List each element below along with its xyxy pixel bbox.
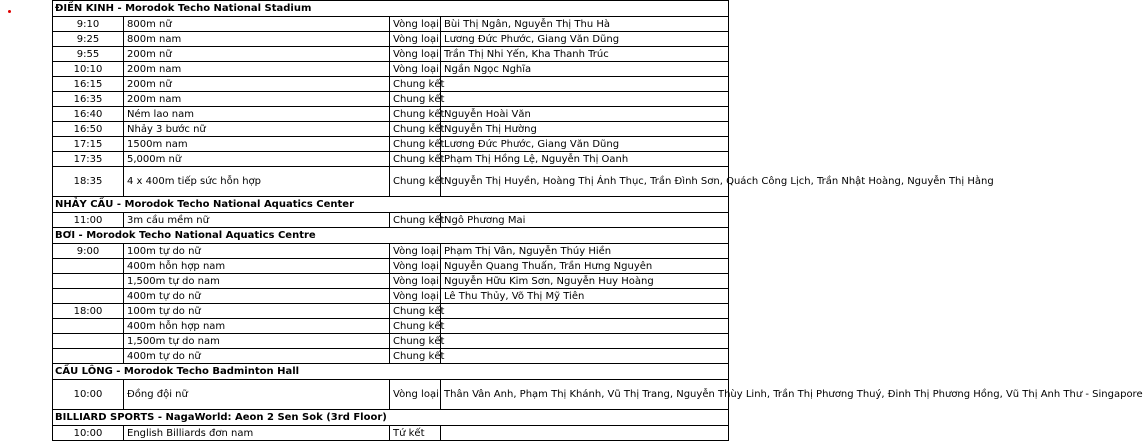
event-cell: 800m nam xyxy=(124,32,390,47)
schedule-table xyxy=(52,0,1143,441)
athletes-cell: Trần Thị Nhi Yến, Kha Thanh Trúc xyxy=(441,47,729,62)
round-cell: Chung kết xyxy=(390,122,441,137)
athletes-cell xyxy=(441,319,729,334)
event-cell: 4 x 400m tiếp sức hỗn hợp xyxy=(124,167,390,197)
table-row xyxy=(53,319,729,334)
round-cell: Vòng loại xyxy=(390,32,441,47)
round-cell: Chung kết xyxy=(390,349,441,364)
round-cell: Vòng loại xyxy=(390,380,441,410)
round-cell: Chung kết xyxy=(390,319,441,334)
time-cell xyxy=(53,259,124,274)
bullet-marker xyxy=(8,10,11,13)
time-cell: 11:00 xyxy=(53,213,124,228)
event-cell: 1500m nam xyxy=(124,137,390,152)
athletes-cell: Thân Vân Anh, Phạm Thị Khánh, Vũ Thị Trang, Nguyễn Thùy Linh, Trần Thị Phương Thuý, Đinh Thị Phương Hồng, Vũ Thị Anh Thư - Singapore xyxy=(441,380,729,410)
round-cell: Tứ kết xyxy=(390,426,441,441)
time-cell: 9:10 xyxy=(53,17,124,32)
athletes-cell: Lương Đức Phước, Giang Văn Dũng xyxy=(441,137,729,152)
table-row xyxy=(53,304,729,319)
event-cell: English Billiards đơn nam xyxy=(124,426,390,441)
section-header-row xyxy=(53,364,729,380)
athletes-cell xyxy=(441,304,729,319)
round-cell: Chung kết xyxy=(390,77,441,92)
athletes-cell xyxy=(441,334,729,349)
athletes-cell: Nguyễn Thị Huyền, Hoàng Thị Ánh Thục, Trần Đình Sơn, Quách Công Lịch, Trần Nhật Hoàng, Nguyễn Thị Hằng xyxy=(441,167,729,197)
time-cell: 17:35 xyxy=(53,152,124,167)
athletes-cell xyxy=(441,349,729,364)
event-cell: 1,500m tự do nam xyxy=(124,334,390,349)
table-row xyxy=(53,122,729,137)
round-cell: Vòng loại xyxy=(390,274,441,289)
time-cell: 18:00 xyxy=(53,304,124,319)
time-cell: 10:00 xyxy=(53,380,124,410)
athletes-cell: Nguyễn Quang Thuấn, Trần Hưng Nguyên xyxy=(441,259,729,274)
table-row xyxy=(53,152,729,167)
time-cell: 10:10 xyxy=(53,62,124,77)
round-cell: Vòng loại xyxy=(390,17,441,32)
athletes-cell: Lê Thu Thủy, Võ Thị Mỹ Tiên xyxy=(441,289,729,304)
athletes-cell: Lương Đức Phước, Giang Văn Dũng xyxy=(441,32,729,47)
round-cell: Chung kết xyxy=(390,167,441,197)
round-cell: Chung kết xyxy=(390,152,441,167)
round-cell: Vòng loại xyxy=(390,47,441,62)
time-cell xyxy=(53,289,124,304)
athletes-cell: Bùi Thị Ngân, Nguyễn Thị Thu Hà xyxy=(441,17,729,32)
event-cell: 400m tự do nữ xyxy=(124,289,390,304)
table-row xyxy=(53,334,729,349)
event-cell: 3m cầu mềm nữ xyxy=(124,213,390,228)
event-cell: Nhảy 3 bước nữ xyxy=(124,122,390,137)
athletes-cell: Nguyễn Hữu Kim Sơn, Nguyễn Huy Hoàng xyxy=(441,274,729,289)
event-cell: 100m tự do nữ xyxy=(124,304,390,319)
time-cell: 16:50 xyxy=(53,122,124,137)
time-cell xyxy=(53,349,124,364)
time-cell xyxy=(53,334,124,349)
time-cell: 17:15 xyxy=(53,137,124,152)
event-cell: 5,000m nữ xyxy=(124,152,390,167)
time-cell: 9:25 xyxy=(53,32,124,47)
time-cell xyxy=(53,274,124,289)
table-row xyxy=(53,244,729,259)
event-cell: Đồng đội nữ xyxy=(124,380,390,410)
athletes-cell xyxy=(441,426,729,441)
section-header-row xyxy=(53,410,729,426)
section-title: CẦU LÔNG - Morodok Techo Badminton Hall xyxy=(53,364,729,380)
event-cell: 200m nam xyxy=(124,62,390,77)
table-row xyxy=(53,167,729,197)
event-cell: 400m tự do nữ xyxy=(124,349,390,364)
time-cell: 16:15 xyxy=(53,77,124,92)
table-row xyxy=(53,259,729,274)
time-cell: 9:55 xyxy=(53,47,124,62)
table-row xyxy=(53,380,729,410)
section-header-row xyxy=(53,1,729,17)
athletes-cell: Phạm Thị Hồng Lệ, Nguyễn Thị Oanh xyxy=(441,152,729,167)
event-cell: Ném lao nam xyxy=(124,107,390,122)
round-cell: Chung kết xyxy=(390,92,441,107)
section-title: NHẢY CẦU - Morodok Techo National Aquatics Center xyxy=(53,197,729,213)
table-row xyxy=(53,32,729,47)
table-row xyxy=(53,289,729,304)
table-row xyxy=(53,274,729,289)
section-header-row xyxy=(53,228,729,244)
round-cell: Chung kết xyxy=(390,304,441,319)
round-cell: Vòng loại xyxy=(390,259,441,274)
round-cell: Vòng loại xyxy=(390,289,441,304)
event-cell: 800m nữ xyxy=(124,17,390,32)
event-cell: 100m tự do nữ xyxy=(124,244,390,259)
table-row xyxy=(53,107,729,122)
athletes-cell: Phạm Thị Vân, Nguyễn Thúy Hiền xyxy=(441,244,729,259)
round-cell: Chung kết xyxy=(390,107,441,122)
time-cell: 16:35 xyxy=(53,92,124,107)
event-cell: 400m hỗn hợp nam xyxy=(124,259,390,274)
time-cell: 9:00 xyxy=(53,244,124,259)
athletes-cell xyxy=(441,77,729,92)
section-title: BILLIARD SPORTS - NagaWorld: Aeon 2 Sen Sok (3rd Floor) xyxy=(53,410,729,426)
round-cell: Chung kết xyxy=(390,334,441,349)
table-row xyxy=(53,137,729,152)
athletes-cell: Nguyễn Hoài Văn xyxy=(441,107,729,122)
round-cell: Vòng loại xyxy=(390,62,441,77)
schedule-body xyxy=(53,1,1143,441)
time-cell: 16:40 xyxy=(53,107,124,122)
athletes-cell: Nguyễn Thị Hường xyxy=(441,122,729,137)
time-cell: 18:35 xyxy=(53,167,124,197)
event-cell: 200m nữ xyxy=(124,77,390,92)
time-cell: 10:00 xyxy=(53,426,124,441)
event-cell: 400m hỗn hợp nam xyxy=(124,319,390,334)
athletes-cell: Ngô Phương Mai xyxy=(441,213,729,228)
table-row xyxy=(53,77,729,92)
table-row xyxy=(53,92,729,107)
round-cell: Vòng loại xyxy=(390,244,441,259)
table-row xyxy=(53,47,729,62)
event-cell: 200m nam xyxy=(124,92,390,107)
athletes-cell xyxy=(441,92,729,107)
table-row xyxy=(53,213,729,228)
table-row xyxy=(53,349,729,364)
table-row xyxy=(53,426,729,441)
section-header-row xyxy=(53,197,729,213)
section-title: ĐIỀN KINH - Morodok Techo National Stadium xyxy=(53,1,729,17)
round-cell: Chung kết xyxy=(390,137,441,152)
athletes-cell: Ngần Ngọc Nghĩa xyxy=(441,62,729,77)
event-cell: 1,500m tự do nam xyxy=(124,274,390,289)
section-title: BƠI - Morodok Techo National Aquatics Centre xyxy=(53,228,729,244)
table-row xyxy=(53,17,729,32)
table-row xyxy=(53,62,729,77)
event-cell: 200m nữ xyxy=(124,47,390,62)
round-cell: Chung kết xyxy=(390,213,441,228)
time-cell xyxy=(53,319,124,334)
